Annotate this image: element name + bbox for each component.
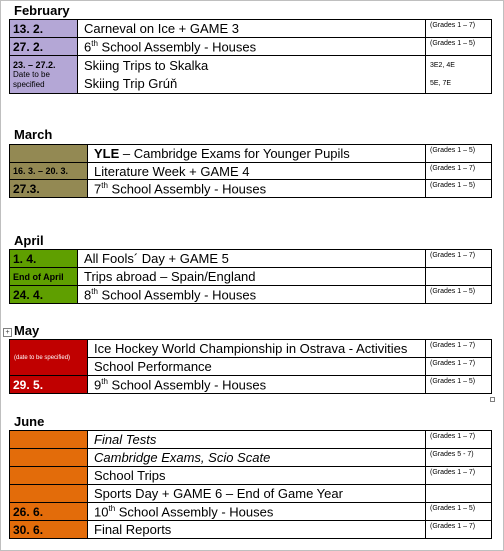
event-ordinal: 9: [94, 377, 102, 393]
event-date: 27.3.: [10, 180, 88, 198]
table-row: [10, 250, 492, 268]
month-heading-june: June: [14, 414, 45, 429]
event-date: [10, 56, 78, 94]
event-title: Final Reports: [88, 521, 426, 539]
event-ordinal: 7: [94, 181, 102, 197]
event-ordinal-suffix: th: [101, 376, 108, 386]
event-title-rest: School Assembly - Houses: [107, 181, 267, 197]
event-date-note: Date to be specified: [13, 69, 50, 89]
event-title: [78, 286, 426, 304]
event-ordinal-suffix: th: [101, 180, 108, 190]
event-grades: (Grades 1 – 7): [426, 521, 492, 539]
event-grades: (Grades 1 – 5): [426, 376, 492, 394]
event-grades: (Grades 1 – 7): [426, 431, 492, 449]
event-title: Carneval on Ice + GAME 3: [78, 20, 426, 38]
event-title: [88, 376, 426, 394]
month-heading-february: February: [14, 3, 70, 18]
event-date: 13. 2.: [10, 20, 78, 38]
event-date: [10, 485, 88, 503]
month-heading-april: April: [14, 233, 44, 248]
table-row: [10, 286, 492, 304]
event-title: [88, 503, 426, 521]
event-grades: (Grades 1 – 5): [426, 286, 492, 304]
event-title-rest: School Assembly - Houses: [97, 39, 257, 55]
event-title-rest: School Assembly - Houses: [107, 377, 267, 393]
table-row: [10, 521, 492, 539]
event-date: 16. 3. – 20. 3.: [10, 163, 88, 180]
event-title: [78, 38, 426, 56]
table-row: [10, 340, 492, 358]
event-date: 27. 2.: [10, 38, 78, 56]
event-date: [10, 449, 88, 467]
event-title: School Trips: [88, 467, 426, 485]
april-table: [9, 249, 492, 304]
event-ordinal: 6: [84, 39, 92, 55]
month-heading-may: May: [14, 323, 40, 338]
event-title: Trips abroad – Spain/England: [78, 268, 426, 286]
event-date-range: 23. – 27.2.: [13, 59, 56, 70]
event-title: Final Tests: [88, 431, 426, 449]
event-grades: [426, 268, 492, 286]
event-ordinal-suffix: th: [91, 38, 98, 48]
event-date: 26. 6.: [10, 503, 88, 521]
event-grades: (Grades 1 – 7): [426, 467, 492, 485]
event-date: [10, 431, 88, 449]
event-grades: (Grades 5 - 7): [426, 449, 492, 467]
event-date: (date to be specified): [10, 340, 88, 376]
table-row: [10, 268, 492, 286]
event-title: Cambridge Exams, Scio Scate: [88, 449, 426, 467]
event-title-line: Skiing Trip Grúň: [84, 75, 178, 91]
event-grades: (Grades 1 – 7): [426, 340, 492, 358]
event-ordinal: 10: [94, 504, 109, 520]
table-row: [10, 467, 492, 485]
event-title: Sports Day + GAME 6 – End of Game Year: [88, 485, 426, 503]
event-grades: (Grades 1 – 7): [426, 20, 492, 38]
event-grades: [426, 56, 492, 94]
event-date: [10, 467, 88, 485]
event-ordinal-suffix: th: [91, 286, 98, 296]
table-row: [10, 180, 492, 198]
event-ordinal-suffix: th: [108, 503, 116, 513]
event-ordinal: 8: [84, 287, 92, 303]
event-grades-line: 3E2, 4E: [430, 61, 455, 69]
event-title: [88, 180, 426, 198]
table-row: [10, 38, 492, 56]
event-title-rest: – Cambridge Exams for Younger Pupils: [119, 146, 350, 161]
event-title: Literature Week + GAME 4: [88, 163, 426, 180]
table-row: [10, 56, 492, 94]
event-title: Ice Hockey World Championship in Ostrava - Activities: [88, 340, 426, 358]
move-handle-icon[interactable]: +: [3, 328, 12, 337]
event-grades: (Grades 1 – 5): [426, 38, 492, 56]
event-title: All Fools´ Day + GAME 5: [78, 250, 426, 268]
event-date: 30. 6.: [10, 521, 88, 539]
event-title: [78, 56, 426, 94]
resize-handle[interactable]: [490, 397, 495, 402]
event-grades-line: 5E, 7E: [430, 79, 452, 87]
month-heading-march: March: [14, 127, 53, 142]
event-grades: (Grades 1 – 7): [426, 163, 492, 180]
june-table: [9, 430, 492, 539]
event-grades: (Grades 1 – 5): [426, 145, 492, 163]
event-date: 1. 4.: [10, 250, 78, 268]
event-title-line: Skiing Trips to Skalka: [84, 57, 209, 73]
event-title-bold: YLE: [94, 146, 120, 161]
event-date: 24. 4.: [10, 286, 78, 304]
event-date: 29. 5.: [10, 376, 88, 394]
event-date: [10, 145, 88, 163]
table-row: [10, 431, 492, 449]
event-title: School Performance: [88, 358, 426, 376]
table-row: [10, 449, 492, 467]
event-grades: (Grades 1 – 7): [426, 250, 492, 268]
table-row: [10, 20, 492, 38]
event-title: [88, 145, 426, 163]
event-grades: [426, 485, 492, 503]
february-table: [9, 19, 492, 94]
table-row: [10, 163, 492, 180]
event-title-rest: School Assembly - Houses: [115, 504, 274, 520]
event-date: End of April: [10, 268, 78, 286]
table-row: [10, 485, 492, 503]
table-row: [10, 376, 492, 394]
table-row: [10, 503, 492, 521]
march-table: [9, 144, 492, 198]
event-grades: (Grades 1 – 5): [426, 180, 492, 198]
event-grades: (Grades 1 – 7): [426, 358, 492, 376]
event-title-rest: School Assembly - Houses: [97, 287, 257, 303]
may-table: [9, 339, 492, 394]
event-grades: (Grades 1 – 5): [426, 503, 492, 521]
table-row: [10, 145, 492, 163]
